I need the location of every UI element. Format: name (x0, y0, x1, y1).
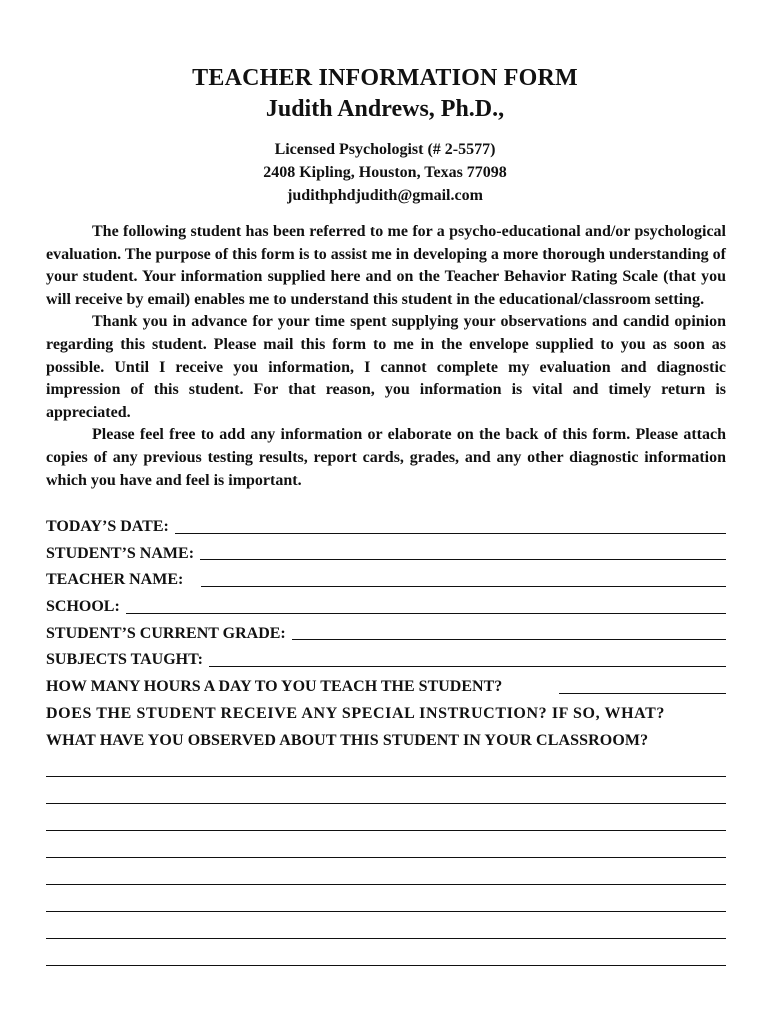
intro-paragraph-text: Please feel free to add any information or elaborate on the back of this form. Please attach copies of any previous testing results, report cards, grades, and any other diagnostic information which you have and feel is important. (46, 426, 726, 489)
teacher-name-field[interactable] (201, 586, 726, 587)
answer-line[interactable] (46, 804, 726, 831)
observations-label: WHAT HAVE YOU OBSERVED ABOUT THIS STUDENT IN YOUR CLASSROOM? (46, 731, 649, 749)
students-name-label: STUDENT’S NAME: (46, 544, 195, 562)
special-instruction-row (46, 701, 726, 728)
subjects-taught-label: SUBJECTS TAUGHT: (46, 651, 203, 669)
form-title: TEACHER INFORMATION FORM (192, 65, 578, 91)
answer-line[interactable] (46, 750, 726, 777)
hours-per-day-row (46, 674, 726, 701)
email: judithphdjudith@gmail.com (287, 187, 483, 204)
subjects-taught-row (46, 647, 726, 674)
intro-paragraph-text: Thank you in advance for your time spent supplying your observations and candid opinion regarding this student. Please mail this form to me in the envelope supplied to you as soon as possible. Until I receive you information, I cannot complete my evaluation and diagnostic impression of this student. For that reason, you information is vital and timely return is appreciated. (46, 313, 726, 421)
answer-line[interactable] (46, 912, 726, 939)
answer-line[interactable] (46, 885, 726, 912)
current-grade-field[interactable] (292, 639, 726, 640)
answer-line[interactable] (46, 831, 726, 858)
intro-paragraph (46, 221, 726, 311)
todays-date-row (46, 514, 726, 541)
observations-answer-area[interactable] (46, 750, 726, 966)
students-name-field[interactable] (200, 559, 726, 560)
answer-line[interactable] (46, 858, 726, 885)
teacher-name-row (46, 567, 726, 594)
intro-text (46, 221, 726, 492)
intro-paragraph (46, 424, 726, 492)
answer-line[interactable] (46, 777, 726, 804)
todays-date-label: TODAY’S DATE: (46, 517, 169, 535)
intro-paragraph (46, 311, 726, 424)
teacher-name-label: TEACHER NAME: (46, 571, 184, 589)
hours-per-day-field[interactable] (559, 693, 726, 694)
hours-per-day-label: HOW MANY HOURS A DAY TO YOU TEACH THE STUDENT? (46, 678, 503, 696)
form-fields (46, 514, 726, 754)
school-label: SCHOOL: (46, 598, 120, 616)
students-name-row (46, 541, 726, 568)
subjects-taught-field[interactable] (209, 666, 726, 667)
school-field[interactable] (126, 613, 726, 614)
psychologist-name: Judith Andrews, Ph.D., (265, 96, 505, 122)
school-row (46, 594, 726, 621)
contact-block (0, 138, 770, 207)
address: 2408 Kipling, Houston, Texas 77098 (263, 164, 507, 181)
license-number: Licensed Psychologist (# 2-5577) (274, 141, 496, 158)
todays-date-field[interactable] (175, 533, 726, 534)
answer-line[interactable] (46, 939, 726, 966)
current-grade-row (46, 621, 726, 648)
current-grade-label: STUDENT’S CURRENT GRADE: (46, 624, 286, 642)
special-instruction-label: DOES THE STUDENT RECEIVE ANY SPECIAL INSTRUCTION? IF SO, WHAT? (46, 704, 665, 722)
intro-paragraph-text: The following student has been referred to me for a psycho-educational and/or psychological evaluation. The purpose of this form is to assist me in developing a more thorough understanding of your student. Your information supplied here and on the Teacher Behavior Rating Scale (that you will receive by email) enables me to understand this student in the educational/classroom setting. (46, 223, 726, 308)
